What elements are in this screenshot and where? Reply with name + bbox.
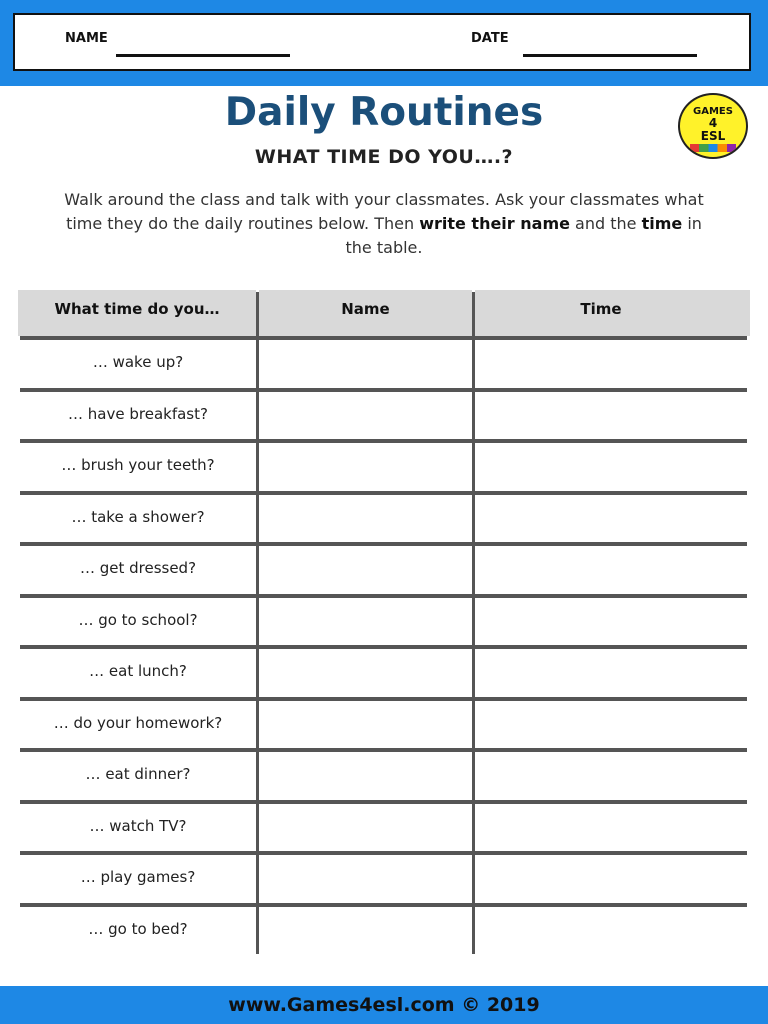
name-cell[interactable] (259, 598, 472, 644)
time-cell[interactable] (475, 649, 747, 695)
time-cell[interactable] (475, 392, 747, 438)
table-row-question: … eat dinner? (85, 765, 191, 783)
page-title: Daily Routines (224, 90, 544, 135)
table-row-question: … have breakfast? (68, 404, 208, 423)
name-cell[interactable] (259, 649, 472, 695)
table-row-question: … go to school? (78, 610, 198, 629)
instructions-text-2: and the (569, 214, 642, 233)
name-field-line[interactable] (116, 54, 290, 57)
name-cell[interactable] (259, 392, 472, 438)
time-cell[interactable] (475, 701, 747, 747)
table-row-question: … wake up? (92, 353, 184, 371)
instructions-bold-2: time (641, 214, 683, 233)
name-date-box (13, 13, 751, 71)
time-cell[interactable] (475, 546, 747, 592)
time-cell[interactable] (475, 752, 747, 798)
name-cell[interactable] (259, 340, 472, 386)
time-cell[interactable] (475, 907, 747, 953)
name-cell[interactable] (259, 855, 472, 901)
table-row-question: … brush your teeth? (61, 456, 215, 474)
name-cell[interactable] (259, 495, 472, 541)
time-cell[interactable] (475, 443, 747, 489)
name-cell[interactable] (259, 752, 472, 798)
name-cell[interactable] (259, 804, 472, 850)
name-label: NAME (65, 31, 108, 46)
time-cell[interactable] (475, 598, 747, 644)
logo-text-esl: ESL (700, 129, 726, 143)
header-question-label: What time do you… (54, 300, 220, 318)
name-cell[interactable] (259, 907, 472, 953)
table-row-question: … watch TV? (89, 816, 187, 835)
instructions (60, 188, 708, 260)
games4esl-logo (678, 93, 748, 159)
name-cell[interactable] (259, 546, 472, 592)
name-cell[interactable] (259, 443, 472, 489)
time-cell[interactable] (475, 495, 747, 541)
table-row-question: … get dressed? (79, 559, 197, 577)
footer-text: www.Games4esl.com © 2019 (228, 994, 540, 1016)
logo-text-games: GAMES (693, 106, 733, 117)
logo-books-icon (690, 144, 736, 152)
table-row-question: … play games? (80, 868, 196, 886)
time-cell[interactable] (475, 340, 747, 386)
instructions-text-1: Walk around the class and talk with your classmates. Ask your classmates what time they do the daily routines below. Then (64, 190, 704, 233)
table-row-question: … do your homework? (53, 713, 223, 732)
instructions-text-3: in the table. (345, 214, 702, 257)
date-label: DATE (471, 31, 509, 46)
time-cell[interactable] (475, 804, 747, 850)
logo-text-4: 4 (708, 116, 718, 130)
header-time-label: Time (580, 300, 622, 318)
footer-banner (0, 986, 768, 1024)
table-row-question: … take a shower? (71, 507, 205, 526)
header-name-label: Name (341, 300, 390, 318)
instructions-bold-1: write their name (419, 214, 570, 233)
name-cell[interactable] (259, 701, 472, 747)
time-cell[interactable] (475, 855, 747, 901)
table-row-question: … eat lunch? (89, 662, 187, 680)
date-field-line[interactable] (523, 54, 697, 57)
table-row-question: … go to bed? (88, 919, 188, 938)
page-subtitle: WHAT TIME DO YOU….? (254, 146, 514, 168)
